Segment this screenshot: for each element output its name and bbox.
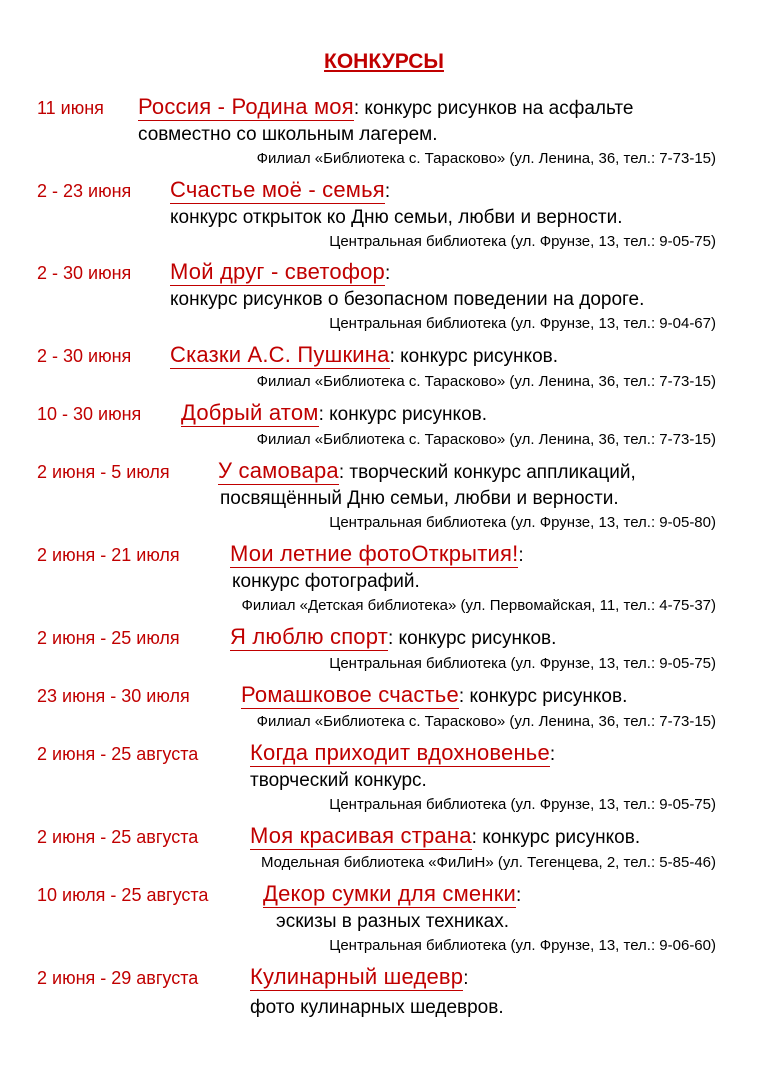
contest-description: конкурс рисунков о безопасном поведении на дороге. [170, 289, 645, 310]
contest-heading-rest: : [516, 885, 522, 906]
contest-name: Я люблю спорт [230, 624, 388, 649]
contest-heading [230, 541, 524, 567]
contest-heading-rest: : конкурс рисунков. [318, 404, 488, 425]
contest-description: посвящённый Дню семьи, любви и верности. [220, 488, 619, 509]
contest-date: 2 июня - 21 июля [37, 545, 180, 565]
contest-location: Филиал «Детская библиотека» (ул. Первомайская, 11, тел.: 4-75-37) [241, 597, 716, 614]
contest-heading-rest: : конкурс рисунков. [389, 346, 559, 367]
contest-heading-rest: : творческий конкурс аппликаций, [338, 462, 636, 483]
contest-heading-rest: : конкурс рисунков. [471, 827, 641, 848]
contest-heading-rest: : [518, 545, 524, 566]
contest-heading-rest: : конкурс рисунков. [387, 628, 557, 649]
contest-description: эскизы в разных техниках. [276, 911, 510, 932]
contest-date: 11 июня [37, 98, 104, 118]
contest-name: Добрый атом [181, 400, 319, 425]
contest-heading [250, 823, 640, 849]
contest-date: 2 - 30 июня [37, 263, 132, 283]
contest-heading [138, 94, 633, 120]
contest-date: 10 июля - 25 августа [37, 885, 209, 905]
contest-description: конкурс открыток ко Дню семьи, любви и верности. [170, 207, 623, 228]
contest-name: Декор сумки для сменки [263, 881, 517, 906]
contest-name: Счастье моё - семья [170, 177, 385, 202]
contest-heading [250, 740, 555, 766]
contest-date: 23 июня - 30 июля [37, 686, 190, 706]
contest-name: Мой друг - светофор [170, 259, 385, 284]
contest-date: 2 - 23 июня [37, 181, 132, 201]
contest-heading [230, 624, 556, 650]
contest-description: конкурс фотографий. [232, 571, 420, 592]
contest-location: Филиал «Библиотека с. Тарасково» (ул. Ленина, 36, тел.: 7-73-15) [256, 373, 716, 390]
contest-date: 2 июня - 5 июля [37, 462, 170, 482]
contest-location: Филиал «Библиотека с. Тарасково» (ул. Ленина, 36, тел.: 7-73-15) [256, 431, 716, 448]
contest-heading [170, 177, 390, 203]
contest-heading-rest: : [463, 968, 469, 989]
contest-heading [218, 458, 636, 484]
contest-date: 2 июня - 25 августа [37, 744, 199, 764]
contest-location: Центральная библиотека (ул. Фрунзе, 13, тел.: 9-05-75) [329, 796, 716, 813]
contest-date: 2 июня - 25 июля [37, 628, 180, 648]
contest-location: Филиал «Библиотека с. Тарасково» (ул. Ленина, 36, тел.: 7-73-15) [256, 150, 716, 167]
contest-description: творческий конкурс. [250, 770, 427, 791]
contest-name: Когда приходит вдохновенье [250, 740, 550, 765]
contest-name: Мои летние фотоОткрытия! [230, 541, 519, 566]
contest-location: Центральная библиотека (ул. Фрунзе, 13, тел.: 9-06-60) [329, 937, 716, 954]
page-title: КОНКУРСЫ [324, 50, 444, 73]
contest-location: Модельная библиотека «ФиЛиН» (ул. Тегенцева, 2, тел.: 5-85-46) [260, 854, 716, 871]
contest-name: Моя красивая страна [250, 823, 472, 848]
contest-description: совместно со школьным лагерем. [138, 124, 438, 145]
contest-name: Сказки А.С. Пушкина [170, 342, 390, 367]
contest-heading [250, 964, 469, 990]
contest-date: 10 - 30 июня [37, 404, 142, 424]
contest-name: Россия - Родина моя [138, 94, 354, 119]
contest-location: Центральная библиотека (ул. Фрунзе, 13, тел.: 9-04-67) [329, 315, 716, 332]
contest-location: Центральная библиотека (ул. Фрунзе, 13, тел.: 9-05-80) [329, 514, 716, 531]
contest-heading [181, 400, 487, 426]
contest-heading [263, 881, 521, 907]
contest-name: У самовара [218, 458, 339, 483]
contest-name: Ромашковое счастье [241, 682, 459, 707]
contest-date: 2 июня - 29 августа [37, 968, 199, 988]
contest-heading [170, 259, 390, 285]
contest-heading-rest: : конкурс рисунков на асфальте [353, 98, 634, 119]
contest-date: 2 июня - 25 августа [37, 827, 199, 847]
contest-heading-rest: : [384, 181, 391, 202]
contest-heading [241, 682, 627, 708]
contest-heading [170, 342, 558, 368]
contest-name: Кулинарный шедевр [250, 964, 464, 989]
contest-location: Центральная библиотека (ул. Фрунзе, 13, тел.: 9-05-75) [329, 655, 716, 672]
contest-heading-rest: : [549, 744, 556, 765]
contest-heading-rest: : [385, 263, 391, 284]
contest-location: Филиал «Библиотека с. Тарасково» (ул. Ленина, 36, тел.: 7-73-15) [256, 713, 716, 730]
contest-date: 2 - 30 июня [37, 346, 132, 366]
contest-heading-rest: : конкурс рисунков. [458, 686, 628, 707]
contest-location: Центральная библиотека (ул. Фрунзе, 13, тел.: 9-05-75) [329, 233, 716, 250]
contest-description: фото кулинарных шедевров. [250, 997, 504, 1018]
